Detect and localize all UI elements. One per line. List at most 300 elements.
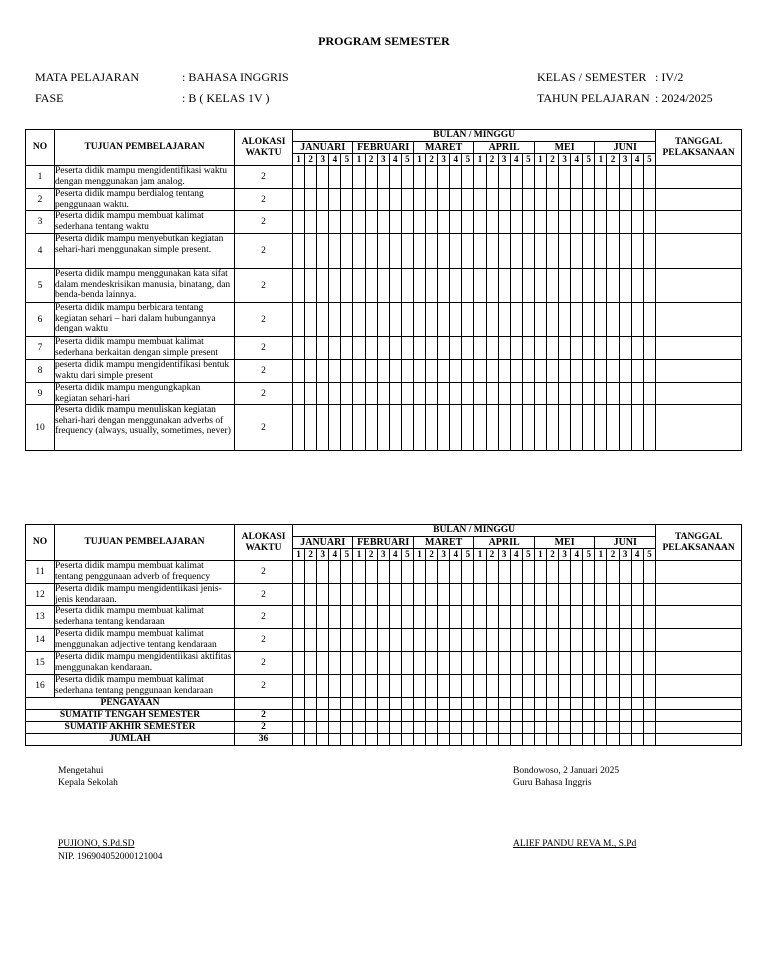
week-cell	[305, 629, 317, 652]
week-cell	[546, 360, 558, 383]
row-tujuan: Peserta didik mampu menggunakan kata sifat dalam mendeskrisikan manusia, binatang, dan benda-benda lainnya.	[55, 269, 235, 303]
week-cell	[329, 360, 341, 383]
week-cell	[450, 710, 462, 722]
week-cell	[450, 629, 462, 652]
week-cell	[559, 710, 571, 722]
week-cell	[607, 629, 619, 652]
week-cell	[413, 269, 425, 303]
week-cell	[534, 629, 546, 652]
tahun-pelajaran-value: : 2024/2025	[655, 91, 713, 105]
week-cell	[510, 234, 522, 269]
week-cell	[631, 189, 643, 211]
week-cell	[534, 675, 546, 698]
week-cell	[377, 405, 389, 451]
header-no: NO	[26, 130, 55, 166]
week-cell	[401, 189, 413, 211]
week-cell	[462, 675, 474, 698]
summary-row	[26, 734, 742, 746]
week-cell	[365, 405, 377, 451]
table-row	[26, 383, 742, 405]
week-cell	[401, 584, 413, 606]
week-cell	[329, 269, 341, 303]
row-no: 12	[26, 584, 55, 606]
week-cell	[583, 734, 595, 746]
week-cell	[571, 189, 583, 211]
week-cell	[426, 652, 438, 675]
week-cell	[317, 269, 329, 303]
week-cell	[559, 675, 571, 698]
week-cell	[389, 405, 401, 451]
week-cell	[341, 303, 353, 337]
week-cell	[341, 606, 353, 629]
week-cell	[522, 561, 534, 584]
week-cell	[559, 269, 571, 303]
week-number: 3	[377, 549, 389, 561]
tanggal-cell	[656, 405, 742, 451]
week-cell	[619, 561, 631, 584]
week-cell	[546, 629, 558, 652]
week-cell	[546, 383, 558, 405]
week-cell	[607, 303, 619, 337]
week-cell	[462, 734, 474, 746]
week-cell	[413, 652, 425, 675]
tanggal-cell	[656, 234, 742, 269]
week-cell	[462, 337, 474, 360]
week-cell	[631, 211, 643, 234]
week-cell	[329, 303, 341, 337]
week-cell	[365, 166, 377, 189]
week-cell	[353, 675, 365, 698]
week-cell	[595, 360, 607, 383]
week-cell	[559, 722, 571, 734]
week-cell	[559, 166, 571, 189]
week-number: 2	[607, 549, 619, 561]
week-cell	[426, 303, 438, 337]
week-cell	[450, 234, 462, 269]
week-cell	[341, 629, 353, 652]
week-cell	[377, 606, 389, 629]
kepala-sekolah-label: Kepala Sekolah	[58, 778, 118, 788]
week-cell	[571, 698, 583, 710]
week-cell	[305, 606, 317, 629]
week-cell	[643, 234, 655, 269]
week-cell	[643, 606, 655, 629]
row-alokasi: 2	[235, 269, 293, 303]
week-cell	[522, 166, 534, 189]
week-cell	[510, 383, 522, 405]
week-cell	[522, 734, 534, 746]
week-cell	[389, 303, 401, 337]
week-cell	[583, 561, 595, 584]
week-cell	[534, 211, 546, 234]
week-cell	[510, 189, 522, 211]
week-number: 2	[486, 154, 498, 166]
week-cell	[619, 234, 631, 269]
week-cell	[583, 629, 595, 652]
week-cell	[401, 734, 413, 746]
week-cell	[631, 675, 643, 698]
week-cell	[510, 710, 522, 722]
week-number: 5	[522, 549, 534, 561]
week-cell	[329, 606, 341, 629]
week-cell	[426, 734, 438, 746]
week-cell	[595, 337, 607, 360]
week-cell	[486, 360, 498, 383]
week-cell	[413, 383, 425, 405]
week-cell	[353, 360, 365, 383]
week-number: 2	[305, 549, 317, 561]
week-cell	[329, 629, 341, 652]
week-cell	[631, 606, 643, 629]
week-cell	[643, 561, 655, 584]
week-cell	[607, 584, 619, 606]
week-cell	[413, 675, 425, 698]
week-cell	[401, 383, 413, 405]
week-cell	[377, 722, 389, 734]
week-cell	[401, 269, 413, 303]
week-cell	[293, 722, 305, 734]
week-cell	[413, 698, 425, 710]
week-cell	[389, 606, 401, 629]
guru-label: Guru Bahasa Inggris	[513, 778, 592, 788]
week-cell	[486, 234, 498, 269]
row-no: 2	[26, 189, 55, 211]
row-alokasi: 2	[235, 675, 293, 698]
week-cell	[305, 360, 317, 383]
week-cell	[377, 383, 389, 405]
week-cell	[619, 360, 631, 383]
week-cell	[486, 734, 498, 746]
week-cell	[305, 561, 317, 584]
week-cell	[329, 722, 341, 734]
table-row	[26, 405, 742, 451]
week-cell	[305, 189, 317, 211]
week-cell	[474, 629, 486, 652]
week-cell	[317, 675, 329, 698]
week-number: 1	[474, 154, 486, 166]
week-cell	[522, 303, 534, 337]
table-row	[26, 675, 742, 698]
week-cell	[486, 584, 498, 606]
week-cell	[365, 234, 377, 269]
week-cell	[353, 561, 365, 584]
month-header: APRIL	[474, 537, 534, 549]
week-cell	[305, 383, 317, 405]
week-cell	[546, 189, 558, 211]
week-cell	[546, 722, 558, 734]
week-cell	[305, 269, 317, 303]
week-cell	[474, 234, 486, 269]
row-tujuan: Peserta didik mampu membuat kalimat sederhana tentang waktu	[55, 211, 235, 234]
week-cell	[353, 337, 365, 360]
week-cell	[365, 722, 377, 734]
week-cell	[583, 710, 595, 722]
week-cell	[389, 269, 401, 303]
week-cell	[341, 337, 353, 360]
week-cell	[353, 269, 365, 303]
week-cell	[377, 698, 389, 710]
week-cell	[510, 360, 522, 383]
summary-label: PENGAYAAN	[26, 698, 235, 710]
week-cell	[401, 405, 413, 451]
tanggal-cell	[656, 211, 742, 234]
week-cell	[341, 234, 353, 269]
week-cell	[438, 629, 450, 652]
week-cell	[341, 710, 353, 722]
week-cell	[498, 383, 510, 405]
week-cell	[329, 584, 341, 606]
week-cell	[643, 722, 655, 734]
week-number: 3	[559, 154, 571, 166]
row-tujuan: Peserta didik mampu menyebutkan kegiatan sehari-hari menggunakan simple present.	[55, 234, 235, 269]
week-cell	[583, 722, 595, 734]
week-cell	[293, 710, 305, 722]
week-cell	[426, 561, 438, 584]
row-no: 11	[26, 561, 55, 584]
week-cell	[293, 584, 305, 606]
week-cell	[522, 584, 534, 606]
week-cell	[329, 652, 341, 675]
week-cell	[365, 189, 377, 211]
week-cell	[317, 303, 329, 337]
week-cell	[631, 734, 643, 746]
week-cell	[595, 234, 607, 269]
week-number: 3	[377, 154, 389, 166]
week-cell	[341, 652, 353, 675]
week-cell	[413, 584, 425, 606]
week-cell	[559, 337, 571, 360]
week-cell	[559, 189, 571, 211]
week-cell	[305, 652, 317, 675]
row-alokasi: 2	[235, 166, 293, 189]
week-cell	[546, 675, 558, 698]
week-cell	[571, 734, 583, 746]
week-cell	[462, 383, 474, 405]
week-cell	[305, 734, 317, 746]
week-cell	[571, 722, 583, 734]
week-cell	[619, 698, 631, 710]
header-alokasi-line2: WAKTU	[245, 542, 282, 553]
week-cell	[305, 405, 317, 451]
week-cell	[571, 606, 583, 629]
week-cell	[293, 652, 305, 675]
week-cell	[643, 405, 655, 451]
week-cell	[438, 189, 450, 211]
week-cell	[474, 606, 486, 629]
week-cell	[438, 166, 450, 189]
week-number: 1	[534, 154, 546, 166]
row-alokasi: 2	[235, 211, 293, 234]
week-cell	[546, 584, 558, 606]
week-cell	[498, 606, 510, 629]
week-cell	[438, 710, 450, 722]
week-cell	[474, 166, 486, 189]
week-cell	[571, 303, 583, 337]
week-cell	[377, 337, 389, 360]
week-cell	[450, 360, 462, 383]
week-cell	[571, 652, 583, 675]
week-cell	[426, 722, 438, 734]
week-cell	[341, 269, 353, 303]
week-cell	[631, 269, 643, 303]
week-cell	[474, 211, 486, 234]
week-cell	[389, 360, 401, 383]
week-cell	[341, 189, 353, 211]
week-cell	[293, 211, 305, 234]
week-cell	[305, 166, 317, 189]
week-cell	[389, 652, 401, 675]
week-cell	[631, 652, 643, 675]
row-tujuan: Peserta didik mampu berdialog tentang penggunaan waktu.	[55, 189, 235, 211]
week-cell	[365, 675, 377, 698]
week-cell	[595, 652, 607, 675]
week-cell	[462, 629, 474, 652]
week-number: 4	[631, 154, 643, 166]
tanggal-cell	[656, 698, 742, 710]
week-cell	[498, 722, 510, 734]
week-number: 5	[522, 154, 534, 166]
week-cell	[401, 698, 413, 710]
week-cell	[329, 166, 341, 189]
tanggal-cell	[656, 561, 742, 584]
week-cell	[595, 269, 607, 303]
week-cell	[293, 734, 305, 746]
week-cell	[305, 211, 317, 234]
week-cell	[329, 698, 341, 710]
month-header: APRIL	[474, 142, 534, 154]
header-no: NO	[26, 525, 55, 561]
week-cell	[546, 734, 558, 746]
week-cell	[353, 211, 365, 234]
week-cell	[353, 698, 365, 710]
row-tujuan: Peserta didik mampu menuliskan kegiatan sehari-hari dengan menggunakan adverbs of frequency (always, usually, sometimes, never)	[55, 405, 235, 451]
kelas-semester-label: KELAS / SEMESTER	[537, 70, 647, 84]
week-cell	[293, 166, 305, 189]
week-number: 4	[450, 154, 462, 166]
week-cell	[486, 166, 498, 189]
week-cell	[510, 734, 522, 746]
week-number: 3	[438, 154, 450, 166]
week-cell	[534, 734, 546, 746]
week-cell	[377, 189, 389, 211]
week-cell	[546, 303, 558, 337]
week-cell	[559, 383, 571, 405]
week-cell	[522, 698, 534, 710]
week-number: 4	[329, 154, 341, 166]
week-cell	[510, 675, 522, 698]
week-cell	[426, 629, 438, 652]
row-alokasi: 2	[235, 303, 293, 337]
week-number: 3	[619, 549, 631, 561]
week-cell	[595, 734, 607, 746]
week-number: 2	[365, 549, 377, 561]
week-number: 5	[341, 549, 353, 561]
row-no: 15	[26, 652, 55, 675]
week-cell	[450, 652, 462, 675]
week-cell	[534, 303, 546, 337]
week-number: 4	[389, 549, 401, 561]
row-alokasi: 2	[235, 606, 293, 629]
week-cell	[413, 405, 425, 451]
week-cell	[643, 675, 655, 698]
week-cell	[534, 584, 546, 606]
week-cell	[559, 652, 571, 675]
summary-label: JUMLAH	[26, 734, 235, 746]
week-cell	[305, 675, 317, 698]
week-cell	[413, 710, 425, 722]
row-no: 9	[26, 383, 55, 405]
week-cell	[583, 606, 595, 629]
week-cell	[643, 652, 655, 675]
row-alokasi: 2	[235, 405, 293, 451]
month-header: JUNI	[595, 142, 656, 154]
table-row	[26, 234, 742, 269]
summary-alokasi: 2	[235, 710, 293, 722]
header-alokasi-line1: ALOKASI	[241, 136, 286, 147]
week-cell	[486, 189, 498, 211]
week-cell	[353, 710, 365, 722]
row-tujuan: peserta didik mampu mengidentifikasi bentuk waktu dari simple present	[55, 360, 235, 383]
week-cell	[438, 734, 450, 746]
week-cell	[522, 360, 534, 383]
week-cell	[401, 360, 413, 383]
week-cell	[583, 405, 595, 451]
week-cell	[559, 584, 571, 606]
week-cell	[534, 722, 546, 734]
row-alokasi: 2	[235, 652, 293, 675]
week-cell	[534, 698, 546, 710]
week-cell	[583, 211, 595, 234]
week-number: 5	[401, 549, 413, 561]
row-tujuan: Peserta didik mampu membuat kalimat menggunakan adjective tentang kendaraan	[55, 629, 235, 652]
week-cell	[389, 734, 401, 746]
week-cell	[365, 383, 377, 405]
week-cell	[522, 269, 534, 303]
week-cell	[522, 405, 534, 451]
week-number: 5	[583, 549, 595, 561]
tanggal-cell	[656, 166, 742, 189]
week-cell	[389, 561, 401, 584]
week-cell	[426, 269, 438, 303]
week-cell	[450, 189, 462, 211]
week-cell	[595, 698, 607, 710]
week-cell	[450, 698, 462, 710]
week-cell	[522, 675, 534, 698]
week-cell	[510, 652, 522, 675]
week-cell	[607, 405, 619, 451]
week-cell	[377, 675, 389, 698]
week-cell	[389, 722, 401, 734]
week-cell	[401, 166, 413, 189]
week-cell	[607, 734, 619, 746]
week-cell	[462, 211, 474, 234]
week-cell	[401, 675, 413, 698]
week-cell	[365, 269, 377, 303]
week-cell	[317, 561, 329, 584]
week-cell	[486, 211, 498, 234]
week-cell	[498, 405, 510, 451]
kepala-sekolah-nip: NIP. 196904052000121004	[58, 852, 163, 862]
summary-label: SUMATIF AKHIR SEMESTER	[26, 722, 235, 734]
week-cell	[462, 652, 474, 675]
week-cell	[377, 584, 389, 606]
week-cell	[413, 234, 425, 269]
week-cell	[607, 234, 619, 269]
row-tujuan: Peserta didik mampu mengidentiikasi jenis-jenis kendaraan.	[55, 584, 235, 606]
week-cell	[317, 234, 329, 269]
week-cell	[643, 166, 655, 189]
row-no: 7	[26, 337, 55, 360]
